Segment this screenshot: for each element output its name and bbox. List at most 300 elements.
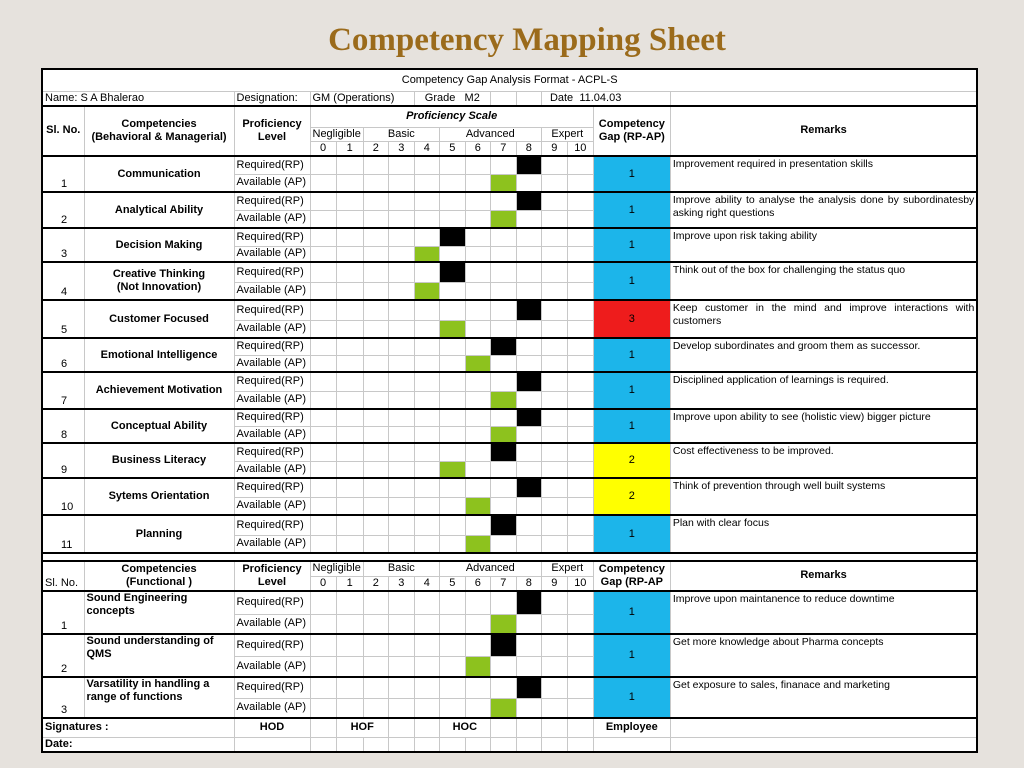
required-label: Required(RP) bbox=[234, 591, 310, 615]
remark-text: Improve upon risk taking ability bbox=[670, 228, 977, 262]
available-scale-cell-7 bbox=[490, 174, 516, 192]
required-scale-cell-1 bbox=[336, 156, 363, 174]
available-scale-cell-8 bbox=[516, 657, 541, 677]
sl-no-cell: 1 bbox=[42, 156, 84, 192]
competency-gap-value: 2 bbox=[593, 478, 670, 515]
required-scale-cell-8 bbox=[516, 591, 541, 615]
required-scale-cell-7 bbox=[490, 634, 516, 657]
remark-text: Disciplined application of learnings is required. bbox=[670, 372, 977, 409]
available-scale-cell-2 bbox=[363, 461, 388, 478]
competency-row bbox=[42, 634, 977, 657]
available-scale-cell-9 bbox=[541, 699, 567, 718]
required-scale-cell-6 bbox=[465, 634, 490, 657]
competency-name: Business Literacy bbox=[84, 443, 234, 478]
competency-name: Decision Making bbox=[84, 228, 234, 262]
competency-row bbox=[42, 300, 977, 320]
available-scale-cell-6 bbox=[465, 497, 490, 515]
required-scale-cell-5 bbox=[439, 156, 465, 174]
competency-name: Sound understanding of QMS bbox=[84, 634, 234, 677]
competency-row bbox=[42, 228, 977, 246]
available-scale-cell-7 bbox=[490, 535, 516, 553]
available-scale-cell-4 bbox=[414, 320, 439, 338]
competency-gap-value: 1 bbox=[593, 228, 670, 262]
required-scale-cell-3 bbox=[388, 372, 414, 391]
signature-hoc: HOC bbox=[439, 718, 490, 738]
required-label: Required(RP) bbox=[234, 156, 310, 174]
required-scale-cell-0 bbox=[310, 634, 336, 657]
required-scale-cell-9 bbox=[541, 372, 567, 391]
competency-name: Sound Engineering concepts bbox=[84, 591, 234, 634]
available-scale-cell-10 bbox=[567, 426, 593, 443]
available-scale-cell-7 bbox=[490, 391, 516, 409]
available-scale-cell-6 bbox=[465, 535, 490, 553]
signature-hof: HOF bbox=[336, 718, 388, 738]
scale-group-basic: Basic bbox=[363, 561, 439, 576]
required-scale-cell-9 bbox=[541, 634, 567, 657]
required-scale-cell-10 bbox=[567, 262, 593, 282]
required-scale-cell-4 bbox=[414, 591, 439, 615]
available-scale-cell-8 bbox=[516, 391, 541, 409]
available-scale-cell-10 bbox=[567, 497, 593, 515]
available-label: Available (AP) bbox=[234, 210, 310, 228]
available-label: Available (AP) bbox=[234, 246, 310, 262]
required-scale-cell-2 bbox=[363, 478, 388, 497]
required-scale-cell-8 bbox=[516, 443, 541, 461]
available-scale-cell-8 bbox=[516, 497, 541, 515]
competency-row bbox=[42, 591, 977, 615]
required-scale-cell-3 bbox=[388, 192, 414, 210]
required-scale-cell-4 bbox=[414, 409, 439, 426]
required-scale-cell-1 bbox=[336, 443, 363, 461]
signature-hod: HOD bbox=[234, 718, 310, 738]
column-header-row bbox=[42, 106, 977, 128]
available-scale-cell-7 bbox=[490, 282, 516, 300]
signature-employee: Employee bbox=[593, 718, 670, 738]
sl-no-cell: 3 bbox=[42, 228, 84, 262]
required-scale-cell-9 bbox=[541, 300, 567, 320]
competency-gap-value: 1 bbox=[593, 372, 670, 409]
sl-no-cell: 8 bbox=[42, 409, 84, 443]
required-scale-cell-1 bbox=[336, 515, 363, 535]
competency-name: Creative Thinking (Not Innovation) bbox=[84, 262, 234, 300]
required-scale-cell-7 bbox=[490, 338, 516, 355]
available-scale-cell-2 bbox=[363, 426, 388, 443]
available-scale-cell-0 bbox=[310, 461, 336, 478]
required-scale-cell-10 bbox=[567, 228, 593, 246]
required-scale-cell-9 bbox=[541, 409, 567, 426]
required-scale-cell-9 bbox=[541, 192, 567, 210]
available-scale-cell-2 bbox=[363, 210, 388, 228]
competency-name: Communication bbox=[84, 156, 234, 192]
scale-number-9: 9 bbox=[541, 142, 567, 157]
available-scale-cell-5 bbox=[439, 461, 465, 478]
remark-text: Improve ability to analyse the analysis done by subordinatesby asking right questions bbox=[670, 192, 977, 228]
competency-name: Achievement Motivation bbox=[84, 372, 234, 409]
available-scale-cell-0 bbox=[310, 210, 336, 228]
available-label: Available (AP) bbox=[234, 174, 310, 192]
available-scale-cell-2 bbox=[363, 355, 388, 372]
required-scale-cell-7 bbox=[490, 192, 516, 210]
required-scale-cell-0 bbox=[310, 338, 336, 355]
available-scale-cell-6 bbox=[465, 246, 490, 262]
required-scale-cell-5 bbox=[439, 300, 465, 320]
competency-name: Customer Focused bbox=[84, 300, 234, 338]
required-scale-cell-8 bbox=[516, 156, 541, 174]
required-scale-cell-10 bbox=[567, 300, 593, 320]
available-scale-cell-2 bbox=[363, 657, 388, 677]
available-scale-cell-1 bbox=[336, 461, 363, 478]
available-scale-cell-10 bbox=[567, 535, 593, 553]
available-scale-cell-1 bbox=[336, 497, 363, 515]
available-scale-cell-7 bbox=[490, 426, 516, 443]
signatures-row bbox=[42, 718, 977, 738]
available-scale-cell-1 bbox=[336, 174, 363, 192]
available-label: Available (AP) bbox=[234, 426, 310, 443]
sl-no-cell: 1 bbox=[42, 591, 84, 634]
available-scale-cell-2 bbox=[363, 320, 388, 338]
competency-gap-value: 3 bbox=[593, 300, 670, 338]
required-scale-cell-8 bbox=[516, 372, 541, 391]
scale-number-2: 2 bbox=[363, 142, 388, 157]
designation-value: GM (Operations) bbox=[310, 91, 414, 106]
available-scale-cell-9 bbox=[541, 497, 567, 515]
available-scale-cell-2 bbox=[363, 615, 388, 634]
available-scale-cell-3 bbox=[388, 461, 414, 478]
available-scale-cell-5 bbox=[439, 699, 465, 718]
required-scale-cell-1 bbox=[336, 591, 363, 615]
competencies-header: Competencies (Behavioral & Managerial) bbox=[84, 106, 234, 157]
required-scale-cell-10 bbox=[567, 156, 593, 174]
available-scale-cell-9 bbox=[541, 246, 567, 262]
required-scale-cell-9 bbox=[541, 228, 567, 246]
available-scale-cell-8 bbox=[516, 699, 541, 718]
available-scale-cell-9 bbox=[541, 657, 567, 677]
available-scale-cell-1 bbox=[336, 320, 363, 338]
required-scale-cell-9 bbox=[541, 338, 567, 355]
required-scale-cell-4 bbox=[414, 338, 439, 355]
sl-no-cell: 3 bbox=[42, 677, 84, 718]
available-scale-cell-4 bbox=[414, 391, 439, 409]
available-scale-cell-6 bbox=[465, 355, 490, 372]
required-scale-cell-4 bbox=[414, 192, 439, 210]
available-scale-cell-4 bbox=[414, 615, 439, 634]
available-scale-cell-1 bbox=[336, 210, 363, 228]
required-scale-cell-7 bbox=[490, 677, 516, 699]
available-scale-cell-6 bbox=[465, 699, 490, 718]
sl-no-cell: 6 bbox=[42, 338, 84, 372]
sl-no-cell: 9 bbox=[42, 443, 84, 478]
competency-name: Varsatility in handling a range of functions bbox=[84, 677, 234, 718]
required-scale-cell-1 bbox=[336, 228, 363, 246]
required-scale-cell-2 bbox=[363, 338, 388, 355]
required-scale-cell-3 bbox=[388, 478, 414, 497]
available-label: Available (AP) bbox=[234, 497, 310, 515]
scale-group-expert: Expert bbox=[541, 561, 593, 576]
required-scale-cell-7 bbox=[490, 372, 516, 391]
required-scale-cell-4 bbox=[414, 443, 439, 461]
available-scale-cell-6 bbox=[465, 615, 490, 634]
scale-number-7: 7 bbox=[490, 142, 516, 157]
available-scale-cell-2 bbox=[363, 246, 388, 262]
available-scale-cell-0 bbox=[310, 174, 336, 192]
required-scale-cell-7 bbox=[490, 515, 516, 535]
scale-number-0: 0 bbox=[310, 576, 336, 591]
required-scale-cell-3 bbox=[388, 591, 414, 615]
available-label: Available (AP) bbox=[234, 461, 310, 478]
available-scale-cell-8 bbox=[516, 246, 541, 262]
available-scale-cell-3 bbox=[388, 355, 414, 372]
required-scale-cell-6 bbox=[465, 156, 490, 174]
remark-text: Improve upon ability to see (holistic view) bigger picture bbox=[670, 409, 977, 443]
available-scale-cell-1 bbox=[336, 699, 363, 718]
required-label: Required(RP) bbox=[234, 515, 310, 535]
scale-number-7: 7 bbox=[490, 576, 516, 591]
available-scale-cell-9 bbox=[541, 320, 567, 338]
required-scale-cell-5 bbox=[439, 262, 465, 282]
required-scale-cell-0 bbox=[310, 478, 336, 497]
required-scale-cell-1 bbox=[336, 478, 363, 497]
required-scale-cell-2 bbox=[363, 409, 388, 426]
proficiency-scale-title: Proficiency Scale bbox=[310, 106, 593, 128]
available-scale-cell-4 bbox=[414, 426, 439, 443]
available-scale-cell-6 bbox=[465, 320, 490, 338]
competency-gap-value: 1 bbox=[593, 515, 670, 553]
required-scale-cell-10 bbox=[567, 515, 593, 535]
competency-row bbox=[42, 677, 977, 699]
required-scale-cell-1 bbox=[336, 372, 363, 391]
required-scale-cell-0 bbox=[310, 591, 336, 615]
required-label: Required(RP) bbox=[234, 409, 310, 426]
competency-gap-value: 1 bbox=[593, 409, 670, 443]
required-scale-cell-5 bbox=[439, 228, 465, 246]
required-label: Required(RP) bbox=[234, 192, 310, 210]
available-scale-cell-3 bbox=[388, 246, 414, 262]
grade: Grade M2 bbox=[414, 91, 490, 106]
signature-date-label: Date: bbox=[42, 738, 234, 753]
available-scale-cell-6 bbox=[465, 210, 490, 228]
required-scale-cell-1 bbox=[336, 634, 363, 657]
competency-gap-value: 2 bbox=[593, 443, 670, 478]
available-scale-cell-4 bbox=[414, 282, 439, 300]
scale-group-negligible: Negligible bbox=[310, 561, 363, 576]
available-scale-cell-4 bbox=[414, 355, 439, 372]
available-scale-cell-10 bbox=[567, 210, 593, 228]
required-label: Required(RP) bbox=[234, 443, 310, 461]
available-scale-cell-10 bbox=[567, 699, 593, 718]
competencies-header: Competencies (Functional ) bbox=[84, 561, 234, 591]
required-scale-cell-9 bbox=[541, 591, 567, 615]
available-scale-cell-10 bbox=[567, 461, 593, 478]
available-scale-cell-6 bbox=[465, 657, 490, 677]
available-scale-cell-10 bbox=[567, 391, 593, 409]
required-scale-cell-2 bbox=[363, 192, 388, 210]
required-scale-cell-7 bbox=[490, 409, 516, 426]
required-scale-cell-10 bbox=[567, 478, 593, 497]
competency-name: Emotional Intelligence bbox=[84, 338, 234, 372]
competency-row bbox=[42, 443, 977, 461]
remark-text: Think out of the box for challenging the status quo bbox=[670, 262, 977, 300]
header-row bbox=[42, 91, 977, 106]
required-scale-cell-2 bbox=[363, 300, 388, 320]
available-scale-cell-2 bbox=[363, 535, 388, 553]
column-header-row bbox=[42, 561, 977, 576]
available-scale-cell-8 bbox=[516, 615, 541, 634]
available-scale-cell-2 bbox=[363, 282, 388, 300]
scale-number-9: 9 bbox=[541, 576, 567, 591]
required-scale-cell-7 bbox=[490, 300, 516, 320]
scale-number-3: 3 bbox=[388, 576, 414, 591]
available-scale-cell-5 bbox=[439, 174, 465, 192]
available-scale-cell-3 bbox=[388, 174, 414, 192]
required-scale-cell-9 bbox=[541, 677, 567, 699]
sl-no-cell: 2 bbox=[42, 634, 84, 677]
required-scale-cell-8 bbox=[516, 192, 541, 210]
required-scale-cell-3 bbox=[388, 156, 414, 174]
competency-gap-value: 1 bbox=[593, 338, 670, 372]
available-scale-cell-9 bbox=[541, 282, 567, 300]
competency-row bbox=[42, 338, 977, 355]
available-scale-cell-9 bbox=[541, 174, 567, 192]
required-scale-cell-8 bbox=[516, 478, 541, 497]
required-scale-cell-8 bbox=[516, 515, 541, 535]
available-scale-cell-5 bbox=[439, 246, 465, 262]
available-scale-cell-10 bbox=[567, 246, 593, 262]
required-scale-cell-6 bbox=[465, 338, 490, 355]
available-scale-cell-4 bbox=[414, 535, 439, 553]
competency-name: Analytical Ability bbox=[84, 192, 234, 228]
signature-date-row bbox=[42, 738, 977, 753]
date: Date 11.04.03 bbox=[541, 91, 670, 106]
scale-number-1: 1 bbox=[336, 576, 363, 591]
required-scale-cell-4 bbox=[414, 677, 439, 699]
required-scale-cell-1 bbox=[336, 677, 363, 699]
remark-text: Think of prevention through well built systems bbox=[670, 478, 977, 515]
scale-group-expert: Expert bbox=[541, 128, 593, 142]
required-scale-cell-2 bbox=[363, 372, 388, 391]
available-scale-cell-4 bbox=[414, 657, 439, 677]
available-scale-cell-3 bbox=[388, 657, 414, 677]
required-scale-cell-10 bbox=[567, 443, 593, 461]
available-scale-cell-8 bbox=[516, 461, 541, 478]
available-scale-cell-3 bbox=[388, 282, 414, 300]
available-scale-cell-0 bbox=[310, 699, 336, 718]
required-scale-cell-6 bbox=[465, 409, 490, 426]
sl-no-cell: 11 bbox=[42, 515, 84, 553]
available-scale-cell-9 bbox=[541, 426, 567, 443]
available-scale-cell-6 bbox=[465, 391, 490, 409]
available-scale-cell-4 bbox=[414, 174, 439, 192]
required-scale-cell-6 bbox=[465, 443, 490, 461]
available-scale-cell-3 bbox=[388, 497, 414, 515]
sl-no-cell: 10 bbox=[42, 478, 84, 515]
available-scale-cell-5 bbox=[439, 210, 465, 228]
available-scale-cell-5 bbox=[439, 657, 465, 677]
available-scale-cell-7 bbox=[490, 699, 516, 718]
available-scale-cell-3 bbox=[388, 426, 414, 443]
competency-name: Sytems Orientation bbox=[84, 478, 234, 515]
available-scale-cell-7 bbox=[490, 246, 516, 262]
available-scale-cell-8 bbox=[516, 320, 541, 338]
remark-text: Get exposure to sales, finanace and marketing bbox=[670, 677, 977, 718]
required-scale-cell-4 bbox=[414, 634, 439, 657]
proficiency-level-header: Proficiency Level bbox=[234, 106, 310, 157]
available-scale-cell-5 bbox=[439, 355, 465, 372]
scale-group-advanced: Advanced bbox=[439, 561, 541, 576]
required-label: Required(RP) bbox=[234, 338, 310, 355]
available-scale-cell-10 bbox=[567, 282, 593, 300]
required-scale-cell-7 bbox=[490, 156, 516, 174]
sl-no-cell: 5 bbox=[42, 300, 84, 338]
required-scale-cell-8 bbox=[516, 228, 541, 246]
available-scale-cell-0 bbox=[310, 391, 336, 409]
competency-name: Conceptual Ability bbox=[84, 409, 234, 443]
required-scale-cell-3 bbox=[388, 262, 414, 282]
available-scale-cell-4 bbox=[414, 246, 439, 262]
required-scale-cell-5 bbox=[439, 338, 465, 355]
scale-number-0: 0 bbox=[310, 142, 336, 157]
competency-gap-value: 1 bbox=[593, 677, 670, 718]
required-scale-cell-1 bbox=[336, 409, 363, 426]
available-scale-cell-5 bbox=[439, 497, 465, 515]
available-scale-cell-8 bbox=[516, 282, 541, 300]
required-scale-cell-3 bbox=[388, 677, 414, 699]
required-scale-cell-4 bbox=[414, 156, 439, 174]
available-scale-cell-1 bbox=[336, 535, 363, 553]
scale-group-advanced: Advanced bbox=[439, 128, 541, 142]
competency-sheet-table bbox=[41, 68, 978, 753]
required-scale-cell-5 bbox=[439, 515, 465, 535]
required-scale-cell-3 bbox=[388, 409, 414, 426]
available-scale-cell-1 bbox=[336, 426, 363, 443]
sl-no-header: Sl. No. bbox=[42, 561, 84, 591]
scale-number-5: 5 bbox=[439, 576, 465, 591]
available-scale-cell-8 bbox=[516, 535, 541, 553]
remark-text: Cost effectiveness to be improved. bbox=[670, 443, 977, 478]
remark-text: Plan with clear focus bbox=[670, 515, 977, 553]
available-scale-cell-3 bbox=[388, 320, 414, 338]
required-scale-cell-3 bbox=[388, 515, 414, 535]
required-scale-cell-6 bbox=[465, 677, 490, 699]
scale-number-8: 8 bbox=[516, 576, 541, 591]
required-scale-cell-3 bbox=[388, 443, 414, 461]
available-scale-cell-2 bbox=[363, 497, 388, 515]
available-scale-cell-4 bbox=[414, 497, 439, 515]
required-scale-cell-0 bbox=[310, 192, 336, 210]
page-title: Competency Mapping Sheet bbox=[328, 22, 726, 58]
required-scale-cell-8 bbox=[516, 262, 541, 282]
competency-gap-header: Competency Gap (RP-AP bbox=[593, 561, 670, 591]
available-scale-cell-6 bbox=[465, 174, 490, 192]
available-label: Available (AP) bbox=[234, 657, 310, 677]
required-scale-cell-1 bbox=[336, 192, 363, 210]
available-scale-cell-9 bbox=[541, 210, 567, 228]
scale-number-6: 6 bbox=[465, 142, 490, 157]
scale-number-3: 3 bbox=[388, 142, 414, 157]
required-scale-cell-2 bbox=[363, 677, 388, 699]
required-scale-cell-2 bbox=[363, 228, 388, 246]
required-scale-cell-9 bbox=[541, 443, 567, 461]
available-scale-cell-3 bbox=[388, 391, 414, 409]
required-label: Required(RP) bbox=[234, 634, 310, 657]
required-label: Required(RP) bbox=[234, 228, 310, 246]
available-scale-cell-2 bbox=[363, 699, 388, 718]
proficiency-level-header: Proficiency Level bbox=[234, 561, 310, 591]
available-scale-cell-6 bbox=[465, 461, 490, 478]
signatures-label: Signatures : bbox=[42, 718, 234, 738]
competency-gap-value: 1 bbox=[593, 591, 670, 634]
available-label: Available (AP) bbox=[234, 282, 310, 300]
competency-row bbox=[42, 515, 977, 535]
